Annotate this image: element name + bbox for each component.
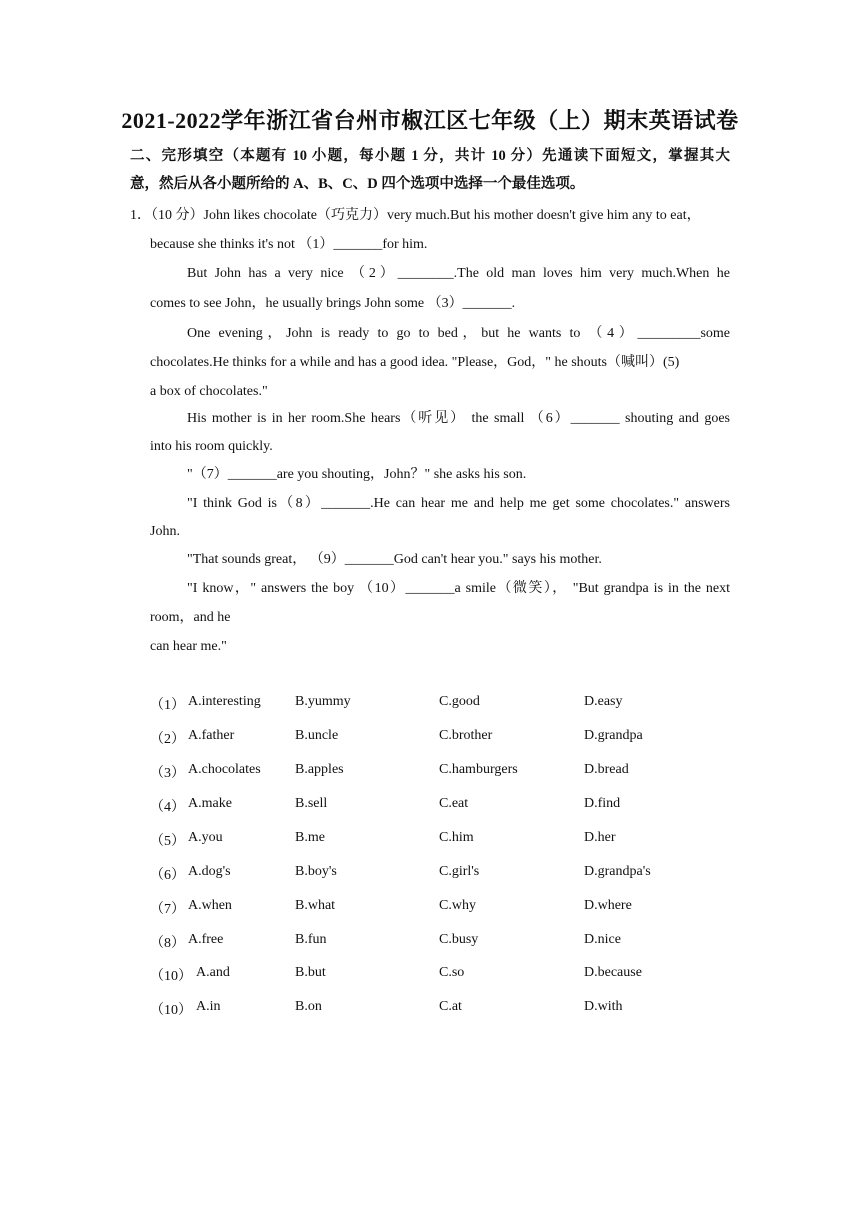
option-b: B.uncle <box>295 728 339 743</box>
passage-line: His mother is in her room.She hears（听见） the small （6）_______ shouting and goes <box>187 411 730 426</box>
option-b: B.on <box>295 999 322 1014</box>
option-row <box>150 999 710 1021</box>
option-row <box>150 728 710 750</box>
question-number: （1） <box>150 698 185 713</box>
passage-line: "That sounds great， （9）_______God can't hear you." says his mother. <box>187 552 602 567</box>
option-c: C.eat <box>439 796 469 811</box>
section-heading-line: 意，然后从各小题所给的 A、B、C、D 四个选项中选择一个最佳选项。 <box>130 176 585 192</box>
option-c: C.at <box>439 999 462 1014</box>
option-a: A.and <box>196 965 230 980</box>
option-b: B.apples <box>295 762 344 777</box>
question-number: （3） <box>150 766 185 781</box>
option-b: B.but <box>295 965 326 980</box>
option-d: D.easy <box>584 694 623 709</box>
option-a: A.make <box>188 796 232 811</box>
option-row <box>150 965 710 987</box>
option-d: D.nice <box>584 932 621 947</box>
option-d: D.with <box>584 999 623 1014</box>
passage-line: "I know，" answers the boy （10）_______a smile（微笑）， "But grandpa is in the next <box>187 581 730 596</box>
passage-line: room，and he <box>150 610 231 625</box>
question-number: （6） <box>150 868 185 883</box>
option-c: C.brother <box>439 728 493 743</box>
option-row <box>150 864 710 886</box>
option-d: D.grandpa <box>584 728 643 743</box>
question-number: （8） <box>150 936 185 951</box>
section-heading-line: 二、完形填空（本题有 10 小题，每小题 1 分，共计 10 分）先通读下面短文，掌握其大 <box>130 148 730 164</box>
option-a: A.chocolates <box>188 762 261 777</box>
question-number: （10） <box>150 969 192 984</box>
passage-line: One evening，John is ready to go to bed，but he wants to （4）_________some <box>187 326 730 341</box>
question-number: （2） <box>150 732 185 747</box>
option-row <box>150 898 710 920</box>
passage-line: 1．（10 分）John likes chocolate（巧克力）very much.But his mother doesn't give him any to eat， <box>130 208 701 223</box>
option-a: A.in <box>196 999 221 1014</box>
option-row <box>150 830 710 852</box>
option-a: A.father <box>188 728 235 743</box>
option-b: B.what <box>295 898 336 913</box>
passage-line: "（7）_______are you shouting，John？" she asks his son. <box>187 467 527 482</box>
option-b: B.yummy <box>295 694 351 709</box>
option-c: C.so <box>439 965 465 980</box>
option-b: B.me <box>295 830 325 845</box>
option-d: D.grandpa's <box>584 864 651 879</box>
option-c: C.him <box>439 830 474 845</box>
passage-line: a box of chocolates." <box>150 384 268 399</box>
option-c: C.girl's <box>439 864 480 879</box>
option-a: A.interesting <box>188 694 261 709</box>
question-number: （7） <box>150 902 185 917</box>
question-number: （10） <box>150 1003 192 1018</box>
passage-line: comes to see John，he usually brings John some （3）_______. <box>150 296 516 311</box>
option-row <box>150 796 710 818</box>
option-c: C.why <box>439 898 476 913</box>
question-number: （5） <box>150 834 185 849</box>
option-d: D.where <box>584 898 632 913</box>
passage-line: But John has a very nice （2）________.The old man loves him very much.When he <box>187 266 730 281</box>
option-c: C.hamburgers <box>439 762 518 777</box>
option-c: C.good <box>439 694 480 709</box>
option-b: B.sell <box>295 796 328 811</box>
option-row <box>150 932 710 954</box>
option-d: D.because <box>584 965 642 980</box>
passage-line: can hear me." <box>150 639 227 654</box>
passage-line: chocolates.He thinks for a while and has a good idea. "Please，God，" he shouts（喊叫）(5) <box>150 355 680 370</box>
option-row <box>150 694 710 716</box>
option-a: A.you <box>188 830 223 845</box>
option-row <box>150 762 710 784</box>
option-b: B.fun <box>295 932 327 947</box>
passage-line: because she thinks it's not （1）_______for him. <box>150 237 428 252</box>
question-number: （4） <box>150 800 185 815</box>
option-d: D.her <box>584 830 616 845</box>
option-a: A.when <box>188 898 232 913</box>
option-c: C.busy <box>439 932 479 947</box>
passage-line: into his room quickly. <box>150 439 273 454</box>
option-d: D.find <box>584 796 621 811</box>
passage-line: "I think God is（8）_______.He can hear me and help me get some chocolates." answers <box>187 496 730 511</box>
option-a: A.free <box>188 932 224 947</box>
page-title: 2021-2022学年浙江省台州市椒江区七年级（上）期末英语试卷 <box>121 108 739 133</box>
option-d: D.bread <box>584 762 629 777</box>
option-a: A.dog's <box>188 864 231 879</box>
passage-line: John. <box>150 524 180 539</box>
option-b: B.boy's <box>295 864 337 879</box>
